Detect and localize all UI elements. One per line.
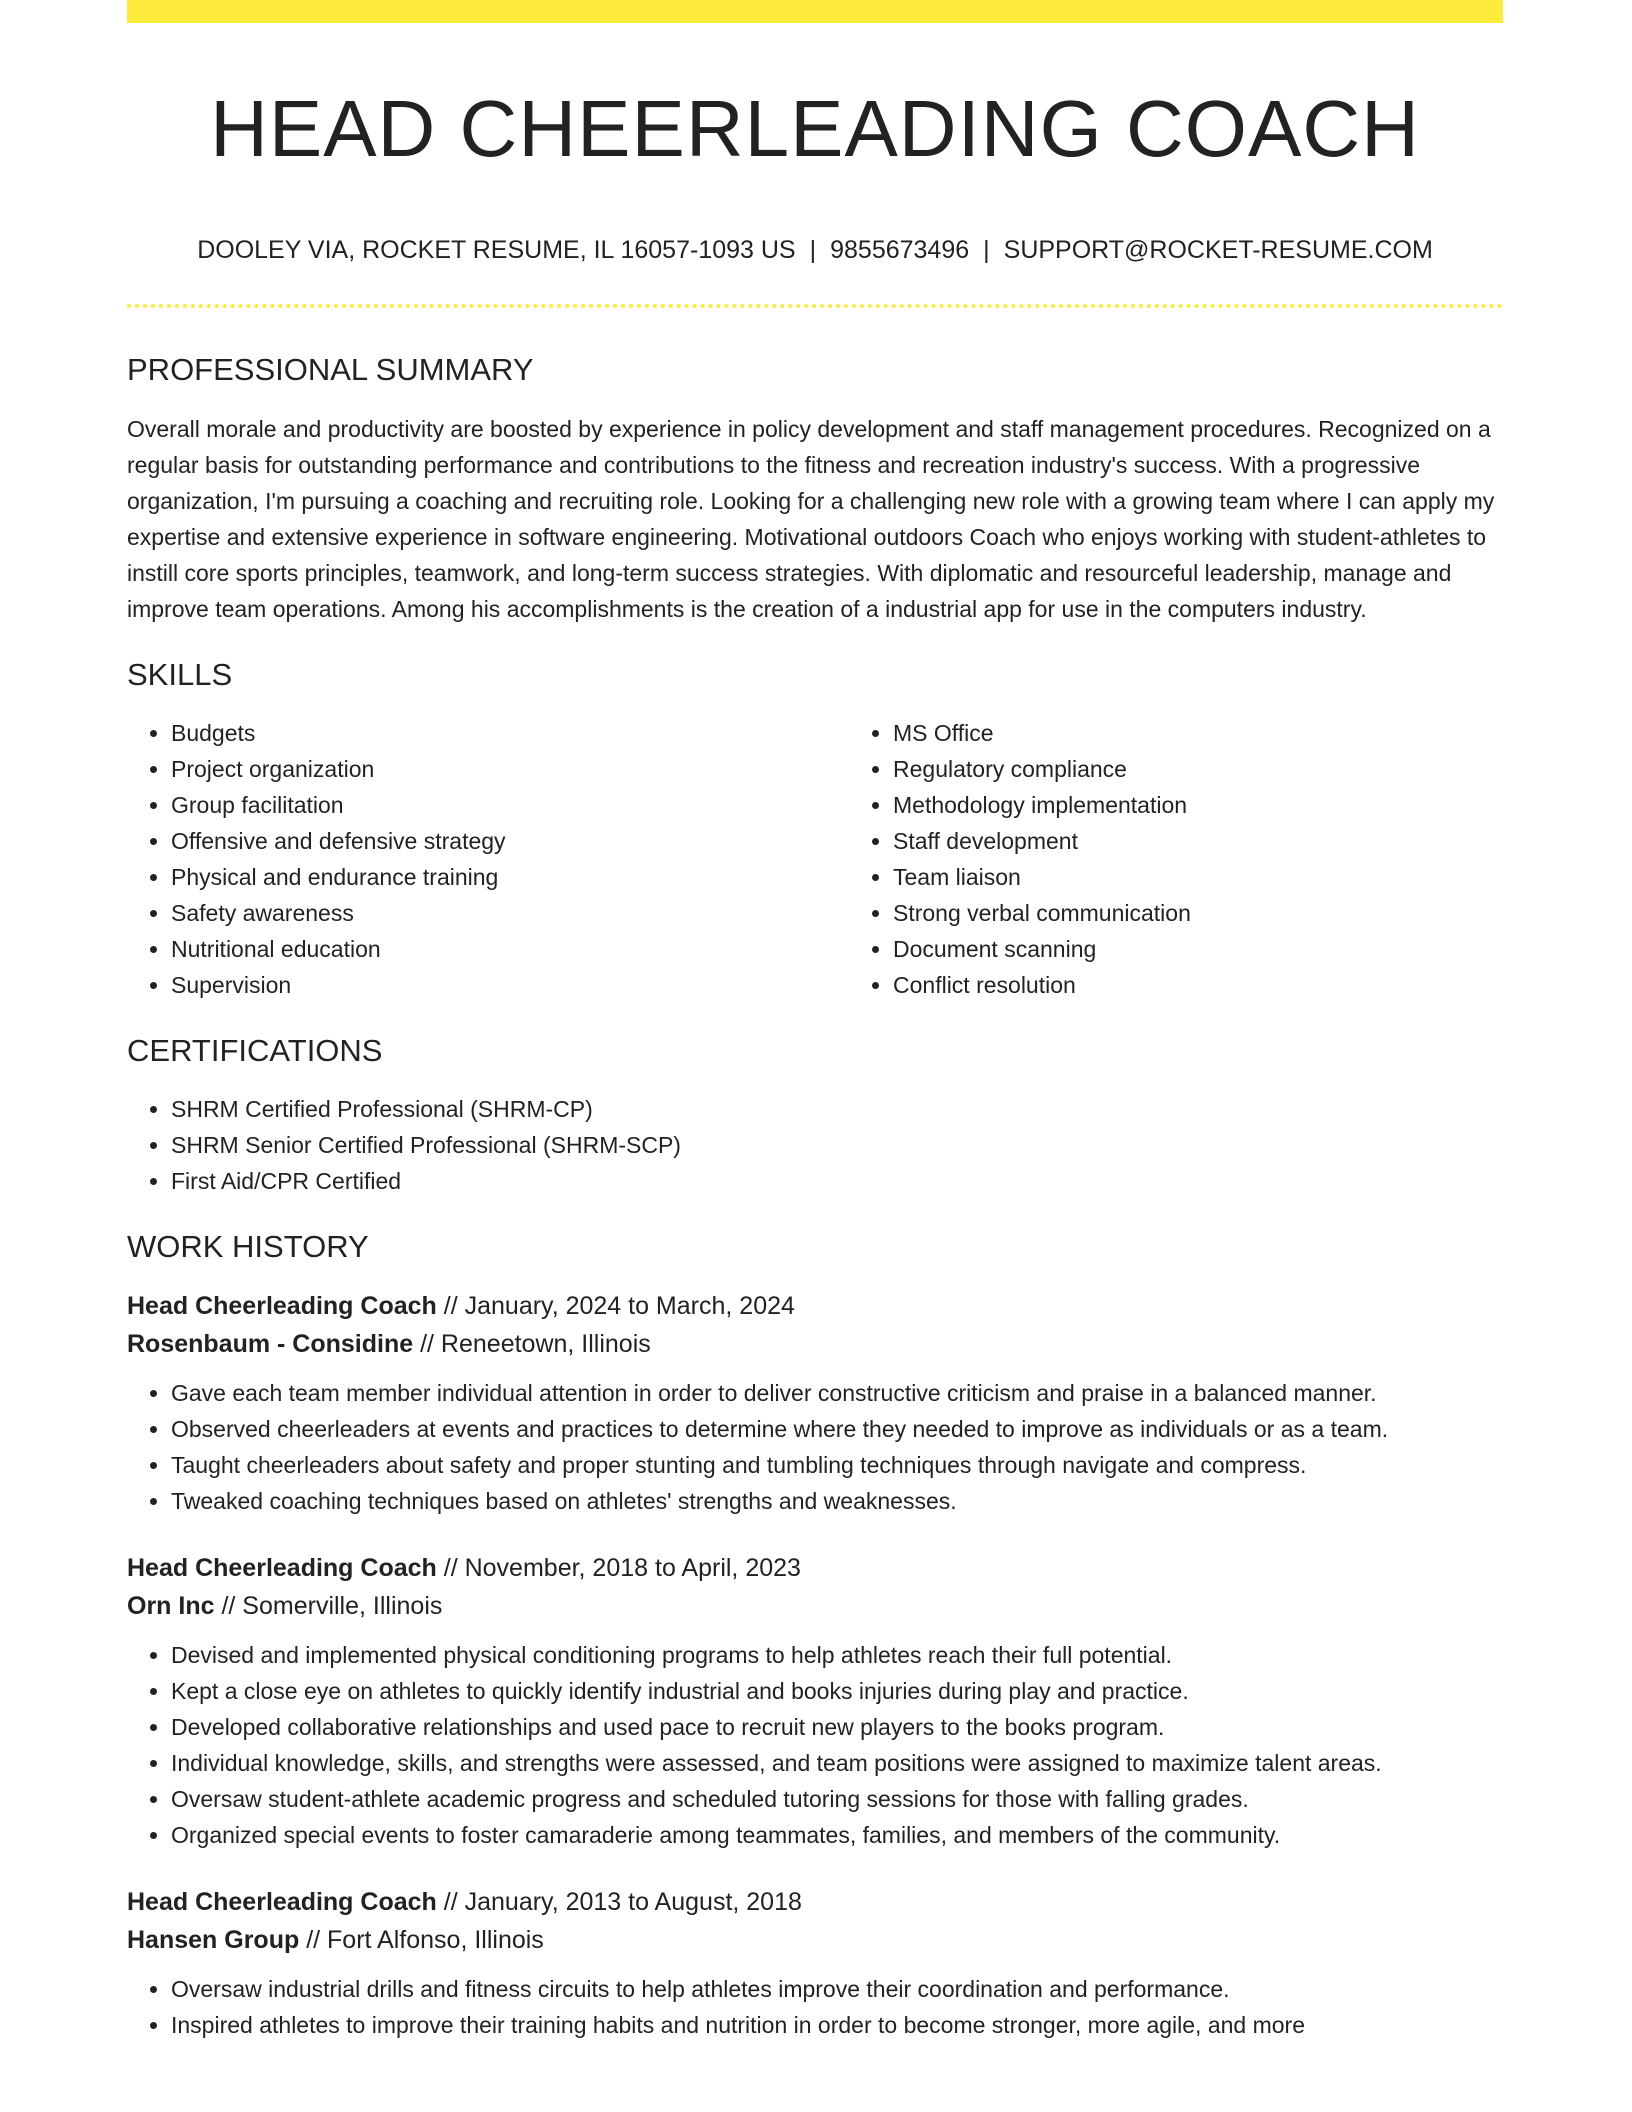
skill-item: • Safety awareness	[171, 895, 849, 931]
page-title: HEAD CHEERLEADING COACH	[210, 84, 1420, 173]
dotted-divider	[127, 304, 1503, 308]
job-bullet: • Organized special events to foster camaraderie among teammates, families, and members of the community.	[171, 1817, 1503, 1853]
skill-item: • Budgets	[171, 715, 849, 751]
skill-item: • Staff development	[893, 823, 1571, 859]
skill-item: • Team liaison	[893, 859, 1571, 895]
job-title-line	[127, 1287, 1503, 1325]
skills-columns	[127, 715, 1503, 1003]
job-bullets	[127, 1375, 1503, 1519]
top-accent-bar	[127, 0, 1503, 23]
job-company-line	[127, 1325, 1503, 1363]
contact-email: SUPPORT@ROCKET-RESUME.COM	[1003, 236, 1433, 264]
job-bullet: • Taught cheerleaders about safety and proper stunting and tumbling techniques through navigate and compress.	[171, 1447, 1503, 1483]
job-dates: // January, 2013 to August, 2018	[443, 1888, 802, 1916]
job-title: Head Cheerleading Coach	[127, 1888, 437, 1916]
skills-list-left	[127, 715, 849, 1003]
job-bullet: • Oversaw student-athlete academic progress and scheduled tutoring sessions for those with falling grades.	[171, 1781, 1503, 1817]
job-bullet: • Inspired athletes to improve their training habits and nutrition in order to become stronger, more agile, and more	[171, 2007, 1503, 2043]
work-history-heading: WORK HISTORY	[127, 1229, 369, 1264]
job-company-line	[127, 1921, 1503, 1959]
job-company-line	[127, 1587, 1503, 1625]
skill-item: • Project organization	[171, 751, 849, 787]
job-bullets	[127, 1637, 1503, 1853]
certification-item: • SHRM Senior Certified Professional (SHRM-SCP)	[171, 1127, 1503, 1163]
skill-item: • Group facilitation	[171, 787, 849, 823]
job-title-line	[127, 1883, 1503, 1921]
job-bullet: • Tweaked coaching techniques based on athletes' strengths and weaknesses.	[171, 1483, 1503, 1519]
job-entry	[127, 1883, 1503, 2043]
job-company: Hansen Group	[127, 1926, 300, 1954]
certification-item: • First Aid/CPR Certified	[171, 1163, 1503, 1199]
skill-item: • MS Office	[893, 715, 1571, 751]
summary-heading: PROFESSIONAL SUMMARY	[127, 352, 534, 387]
job-bullet: • Observed cheerleaders at events and practices to determine where they needed to improve as individuals or as a team.	[171, 1411, 1503, 1447]
job-location: // Somerville, Illinois	[221, 1592, 443, 1620]
job-dates: // November, 2018 to April, 2023	[443, 1554, 801, 1582]
contact-address: DOOLEY VIA, ROCKET RESUME, IL 16057-1093 US	[197, 236, 796, 264]
job-entry	[127, 1549, 1503, 1853]
skill-item: • Strong verbal communication	[893, 895, 1571, 931]
job-bullet: • Devised and implemented physical conditioning programs to help athletes reach their full potential.	[171, 1637, 1503, 1673]
job-location: // Reneetown, Illinois	[420, 1330, 651, 1358]
job-title-line	[127, 1549, 1503, 1587]
job-dates: // January, 2024 to March, 2024	[443, 1292, 795, 1320]
job-bullet: • Gave each team member individual attention in order to deliver constructive criticism and praise in a balanced manner.	[171, 1375, 1503, 1411]
skill-item: • Nutritional education	[171, 931, 849, 967]
resume-page	[127, 0, 1503, 2043]
certification-item: • SHRM Certified Professional (SHRM-CP)	[171, 1091, 1503, 1127]
job-title: Head Cheerleading Coach	[127, 1292, 437, 1320]
job-bullet: • Oversaw industrial drills and fitness circuits to help athletes improve their coordination and performance.	[171, 1971, 1503, 2007]
skill-item: • Offensive and defensive strategy	[171, 823, 849, 859]
job-company: Orn Inc	[127, 1592, 215, 1620]
contact-phone: 9855673496	[830, 236, 970, 264]
summary-text: Overall morale and productivity are boosted by experience in policy development and staff management procedures. Recognized on a regular basis for outstanding performance and contributions to the fitness and recreation industry's success. With a progressive organization, I'm pursuing a coaching and recruiting role. Looking for a challenging new role with a growing team where I can apply my expertise and extensive experience in software engineering. Motivational outdoors Coach who enjoys working with student-athletes to instill core sports principles, teamwork, and long-term success strategies. With diplomatic and resourceful leadership, manage and improve team operations. Among his accomplishments is the creation of a industrial app for use in the computers industry.	[127, 416, 1495, 622]
skill-item: • Conflict resolution	[893, 967, 1571, 1003]
certifications-heading: CERTIFICATIONS	[127, 1033, 383, 1068]
skills-heading: SKILLS	[127, 657, 233, 692]
skill-item: • Supervision	[171, 967, 849, 1003]
skill-item: • Document scanning	[893, 931, 1571, 967]
job-company: Rosenbaum - Considine	[127, 1330, 414, 1358]
skill-item: • Regulatory compliance	[893, 751, 1571, 787]
job-entry	[127, 1287, 1503, 1519]
job-bullet: • Developed collaborative relationships and used pace to recruit new players to the books program.	[171, 1709, 1503, 1745]
contact-separator: |	[983, 236, 990, 264]
job-title: Head Cheerleading Coach	[127, 1554, 437, 1582]
job-location: // Fort Alfonso, Illinois	[306, 1926, 544, 1954]
skill-item: • Methodology implementation	[893, 787, 1571, 823]
skill-item: • Physical and endurance training	[171, 859, 849, 895]
certifications-list	[127, 1091, 1503, 1199]
skills-list-right	[849, 715, 1571, 1003]
contact-line	[127, 235, 1503, 265]
job-bullet: • Kept a close eye on athletes to quickly identify industrial and books injuries during play and practice.	[171, 1673, 1503, 1709]
job-bullet: • Individual knowledge, skills, and strengths were assessed, and team positions were assigned to maximize talent areas.	[171, 1745, 1503, 1781]
job-bullets	[127, 1971, 1503, 2043]
contact-separator: |	[809, 236, 817, 264]
